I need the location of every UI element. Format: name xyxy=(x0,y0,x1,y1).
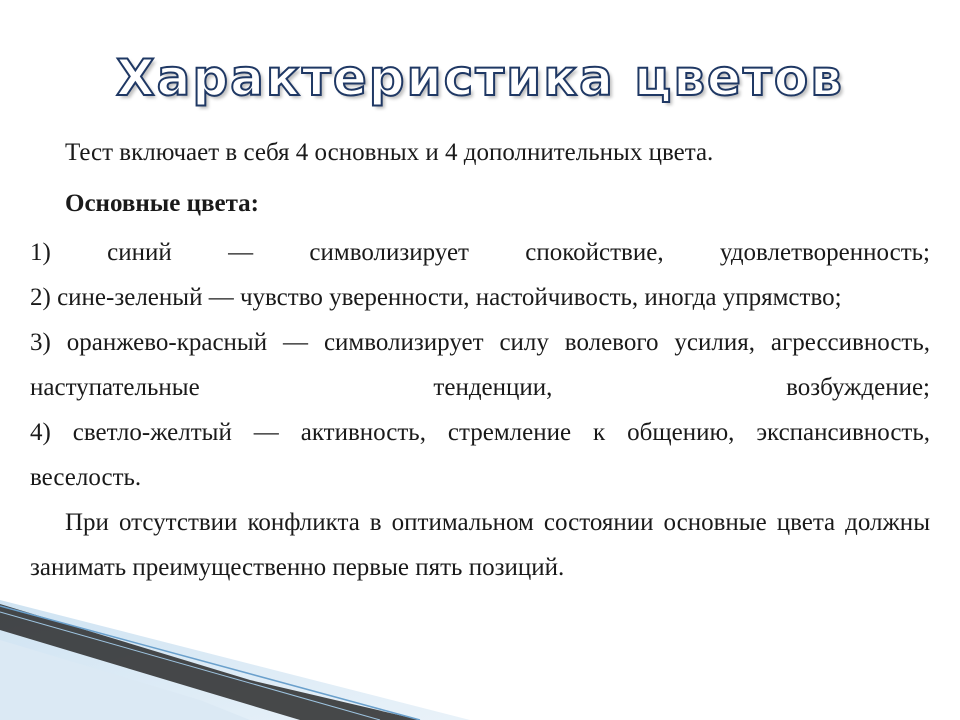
list-item-1: 1) синий — символизирует спокойствие, удовлетворенность; xyxy=(30,239,930,266)
curl-light-shape xyxy=(0,640,250,720)
intro-paragraph: Тест включает в себя 4 основных и 4 дополнительных цвета. xyxy=(65,139,714,166)
list-item-4: 4) светло-желтый — активность, стремление к общению, экспансивность, веселость. xyxy=(30,419,930,491)
curl-edge-line-2 xyxy=(0,612,380,720)
list-item-3: 3) оранжево-красный — символизирует силу волевого усилия, агрессивность, наступательные тенденции, возбуждение; xyxy=(30,329,930,401)
list-item-2: 2) сине-зеленый — чувство уверенности, настойчивость, иногда упрямство; xyxy=(30,284,842,311)
slide-body xyxy=(30,130,930,590)
curl-edge-line xyxy=(0,606,420,720)
curl-dark-shape xyxy=(0,604,420,720)
slide-title: Характеристика цветов xyxy=(116,49,844,107)
section-heading: Основные цвета: xyxy=(65,190,260,217)
curl-fill-shape xyxy=(0,600,470,720)
conclusion-paragraph: При отсутствии конфликта в оптимальном состоянии основные цвета должны занимать преимущественно первые пять позиций. xyxy=(30,509,930,581)
